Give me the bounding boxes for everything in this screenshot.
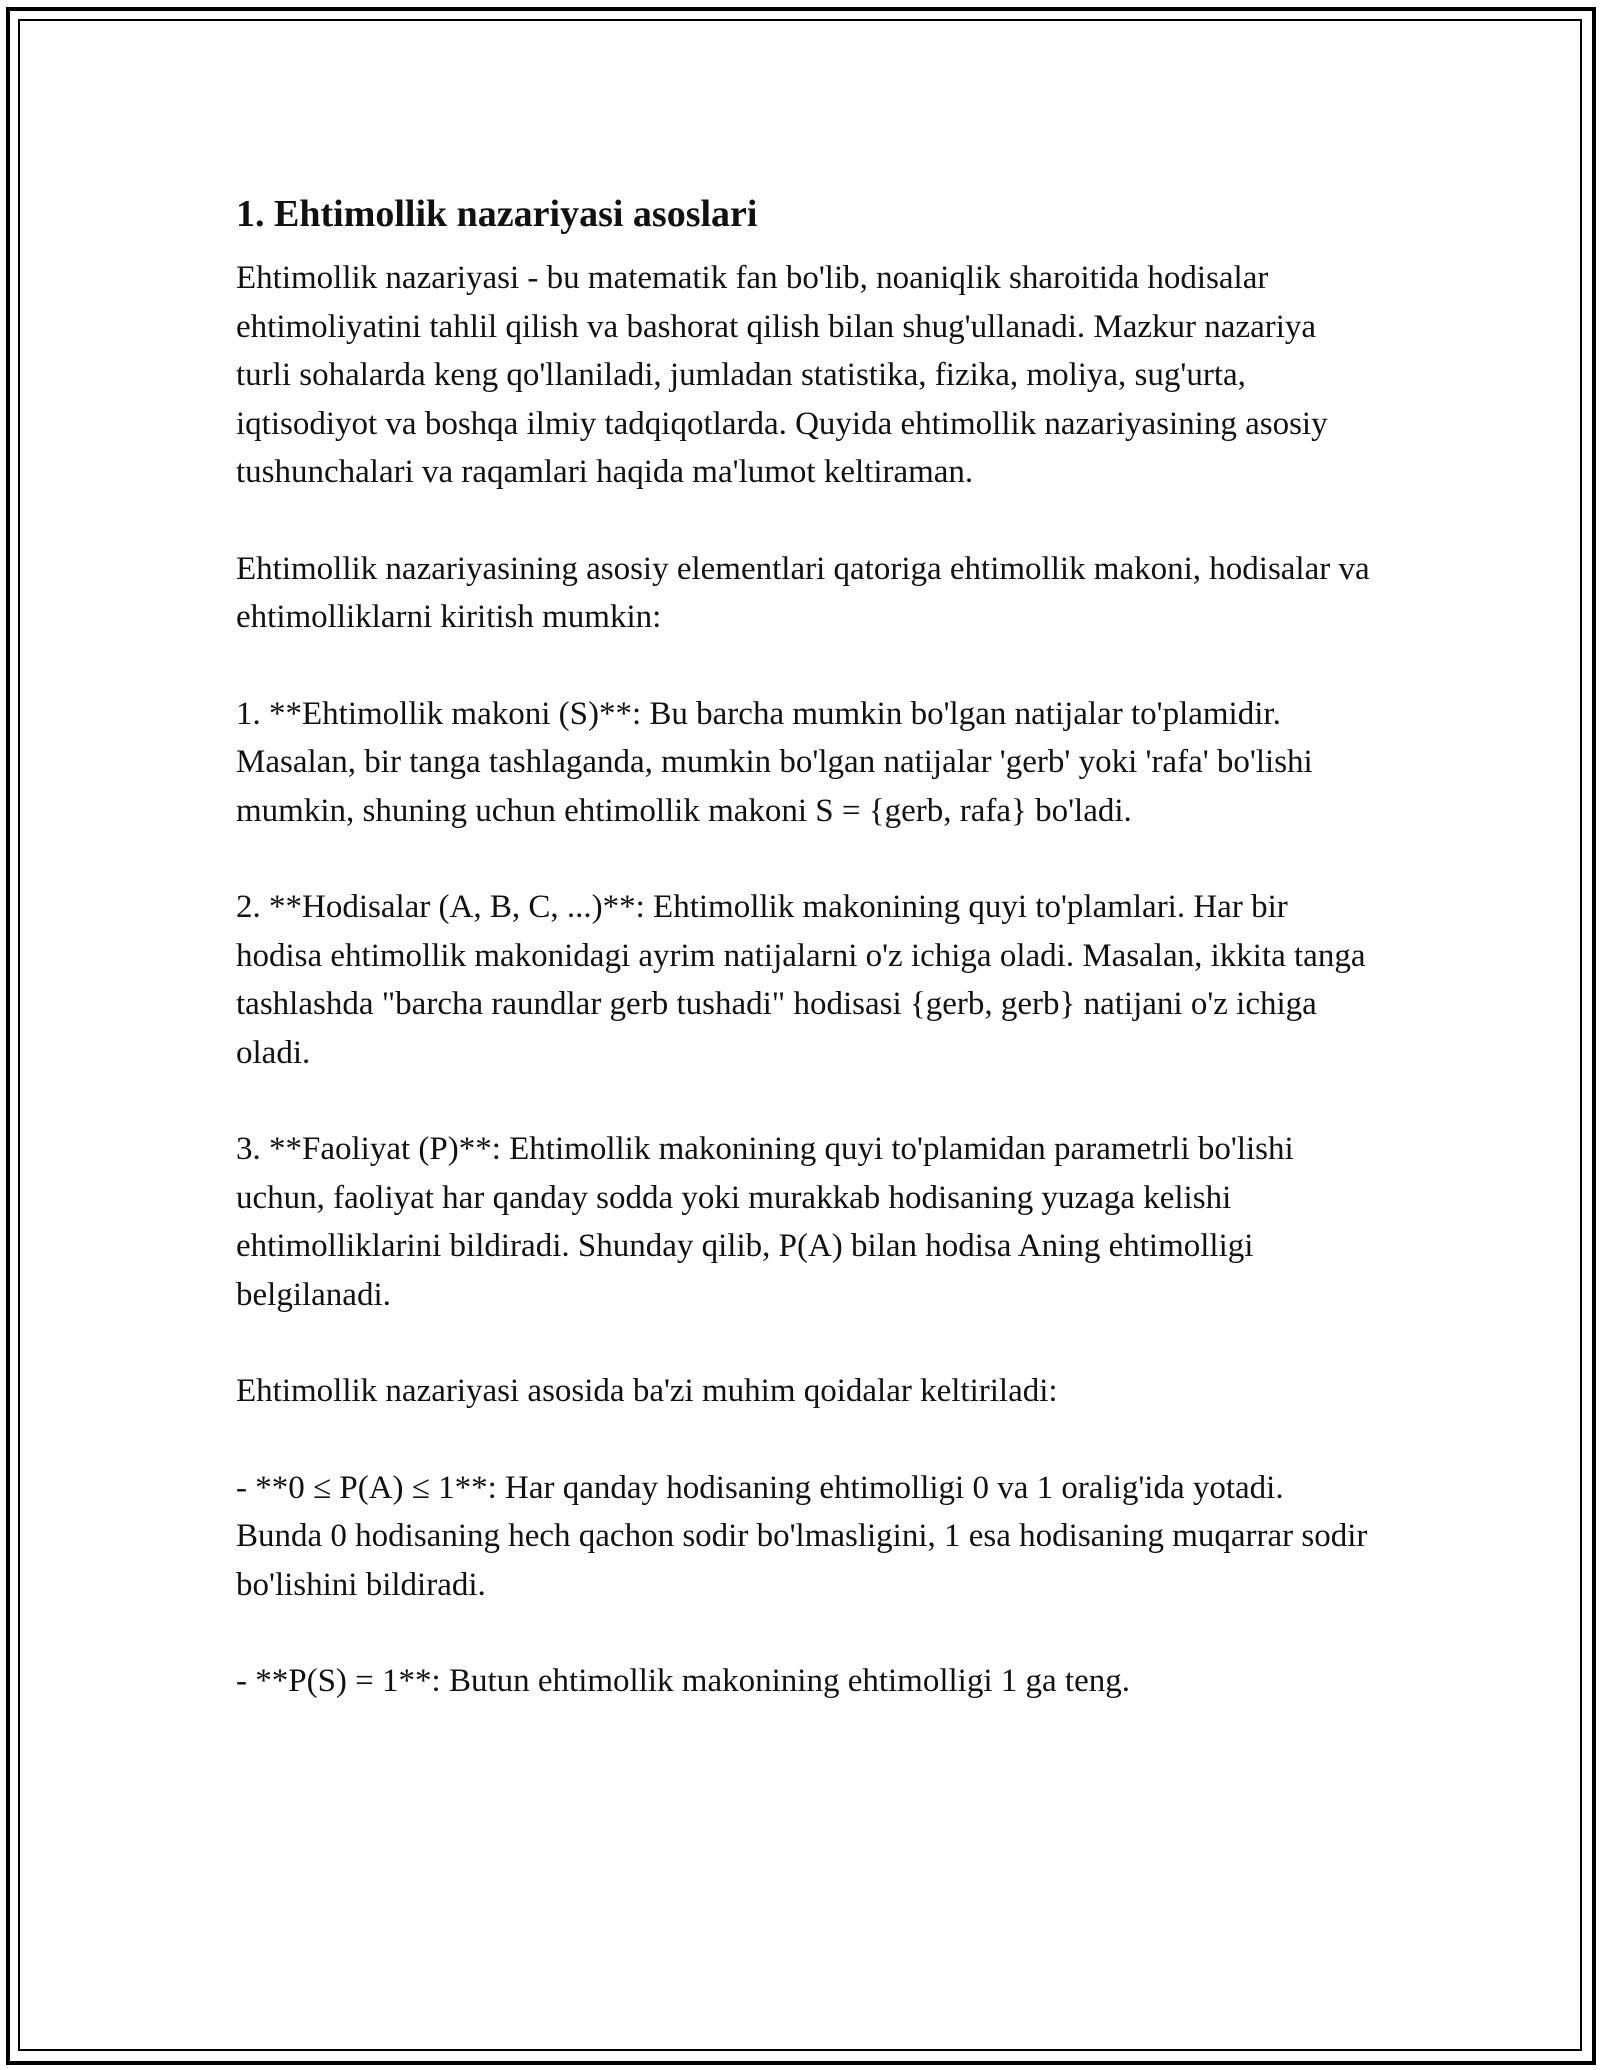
document-title: 1. Ehtimollik nazariyasi asoslari <box>236 193 758 235</box>
intro-paragraph: Ehtimollik nazariyasi - bu matematik fan bo'lib, noaniqlik sharoitida hodisalar ehtimoliyatini tahlil qilish va bashorat qilish bilan shug'ullanadi. Mazkur nazariya turli sohalarda keng qo'llaniladi, jumladan statistika, fizika, moliya, sug'urta, iqtisodiyot va boshqa ilmiy tadqiqotlarda. Quyida ehtimollik nazariyasining asosiy tushunchalari va raqamlari haqida ma'lumot keltiraman. <box>236 260 1328 490</box>
list-item-probability-function: 3. **Faoliyat (P)**: Ehtimollik makonining quyi to'plamidan parametrli bo'lishi uchun, faoliyat har qanday sodda yoki murakkab hodisaning yuzaga kelishi ehtimolliklarini bildiradi. Shunday qilib, P(A) bilan hodisa Aning ehtimolligi belgilanadi. <box>236 1131 1294 1313</box>
document-body <box>236 188 1376 1754</box>
rules-intro-paragraph: Ehtimollik nazariyasi asosida ba'zi muhim qoidalar keltiriladi: <box>236 1373 1058 1409</box>
elements-intro-paragraph: Ehtimollik nazariyasining asosiy elementlari qatoriga ehtimollik makoni, hodisalar va ehtimolliklarni kiritish mumkin: <box>236 550 1370 635</box>
rule-probability-range: - **0 ≤ P(A) ≤ 1**: Har qanday hodisaning ehtimolligi 0 va 1 oralig'ida yotadi. Bunda 0 hodisaning hech qachon sodir bo'lmasligini, 1 esa hodisaning muqarrar sodir bo'lishini bildiradi. <box>236 1469 1368 1603</box>
list-item-sample-space: 1. **Ehtimollik makoni (S)**: Bu barcha mumkin bo'lgan natijalar to'plamidir. Masalan, bir tanga tashlaganda, mumkin bo'lgan natijalar 'gerb' yoki 'rafa' bo'lishi mumkin, shuning uchun ehtimollik makoni S = {gerb, rafa} bo'ladi. <box>236 695 1313 829</box>
rule-sample-space-probability: - **P(S) = 1**: Butun ehtimollik makonining ehtimolligi 1 ga teng. <box>236 1663 1130 1699</box>
list-item-events: 2. **Hodisalar (A, B, C, ...)**: Ehtimollik makonining quyi to'plamlari. Har bir hodisa ehtimollik makonidagi ayrim natijalarni o'z ichiga oladi. Masalan, ikkita tanga tashlashda "barcha raundlar gerb tushadi" hodisasi {gerb, gerb} natijani o'z ichiga oladi. <box>236 889 1366 1071</box>
